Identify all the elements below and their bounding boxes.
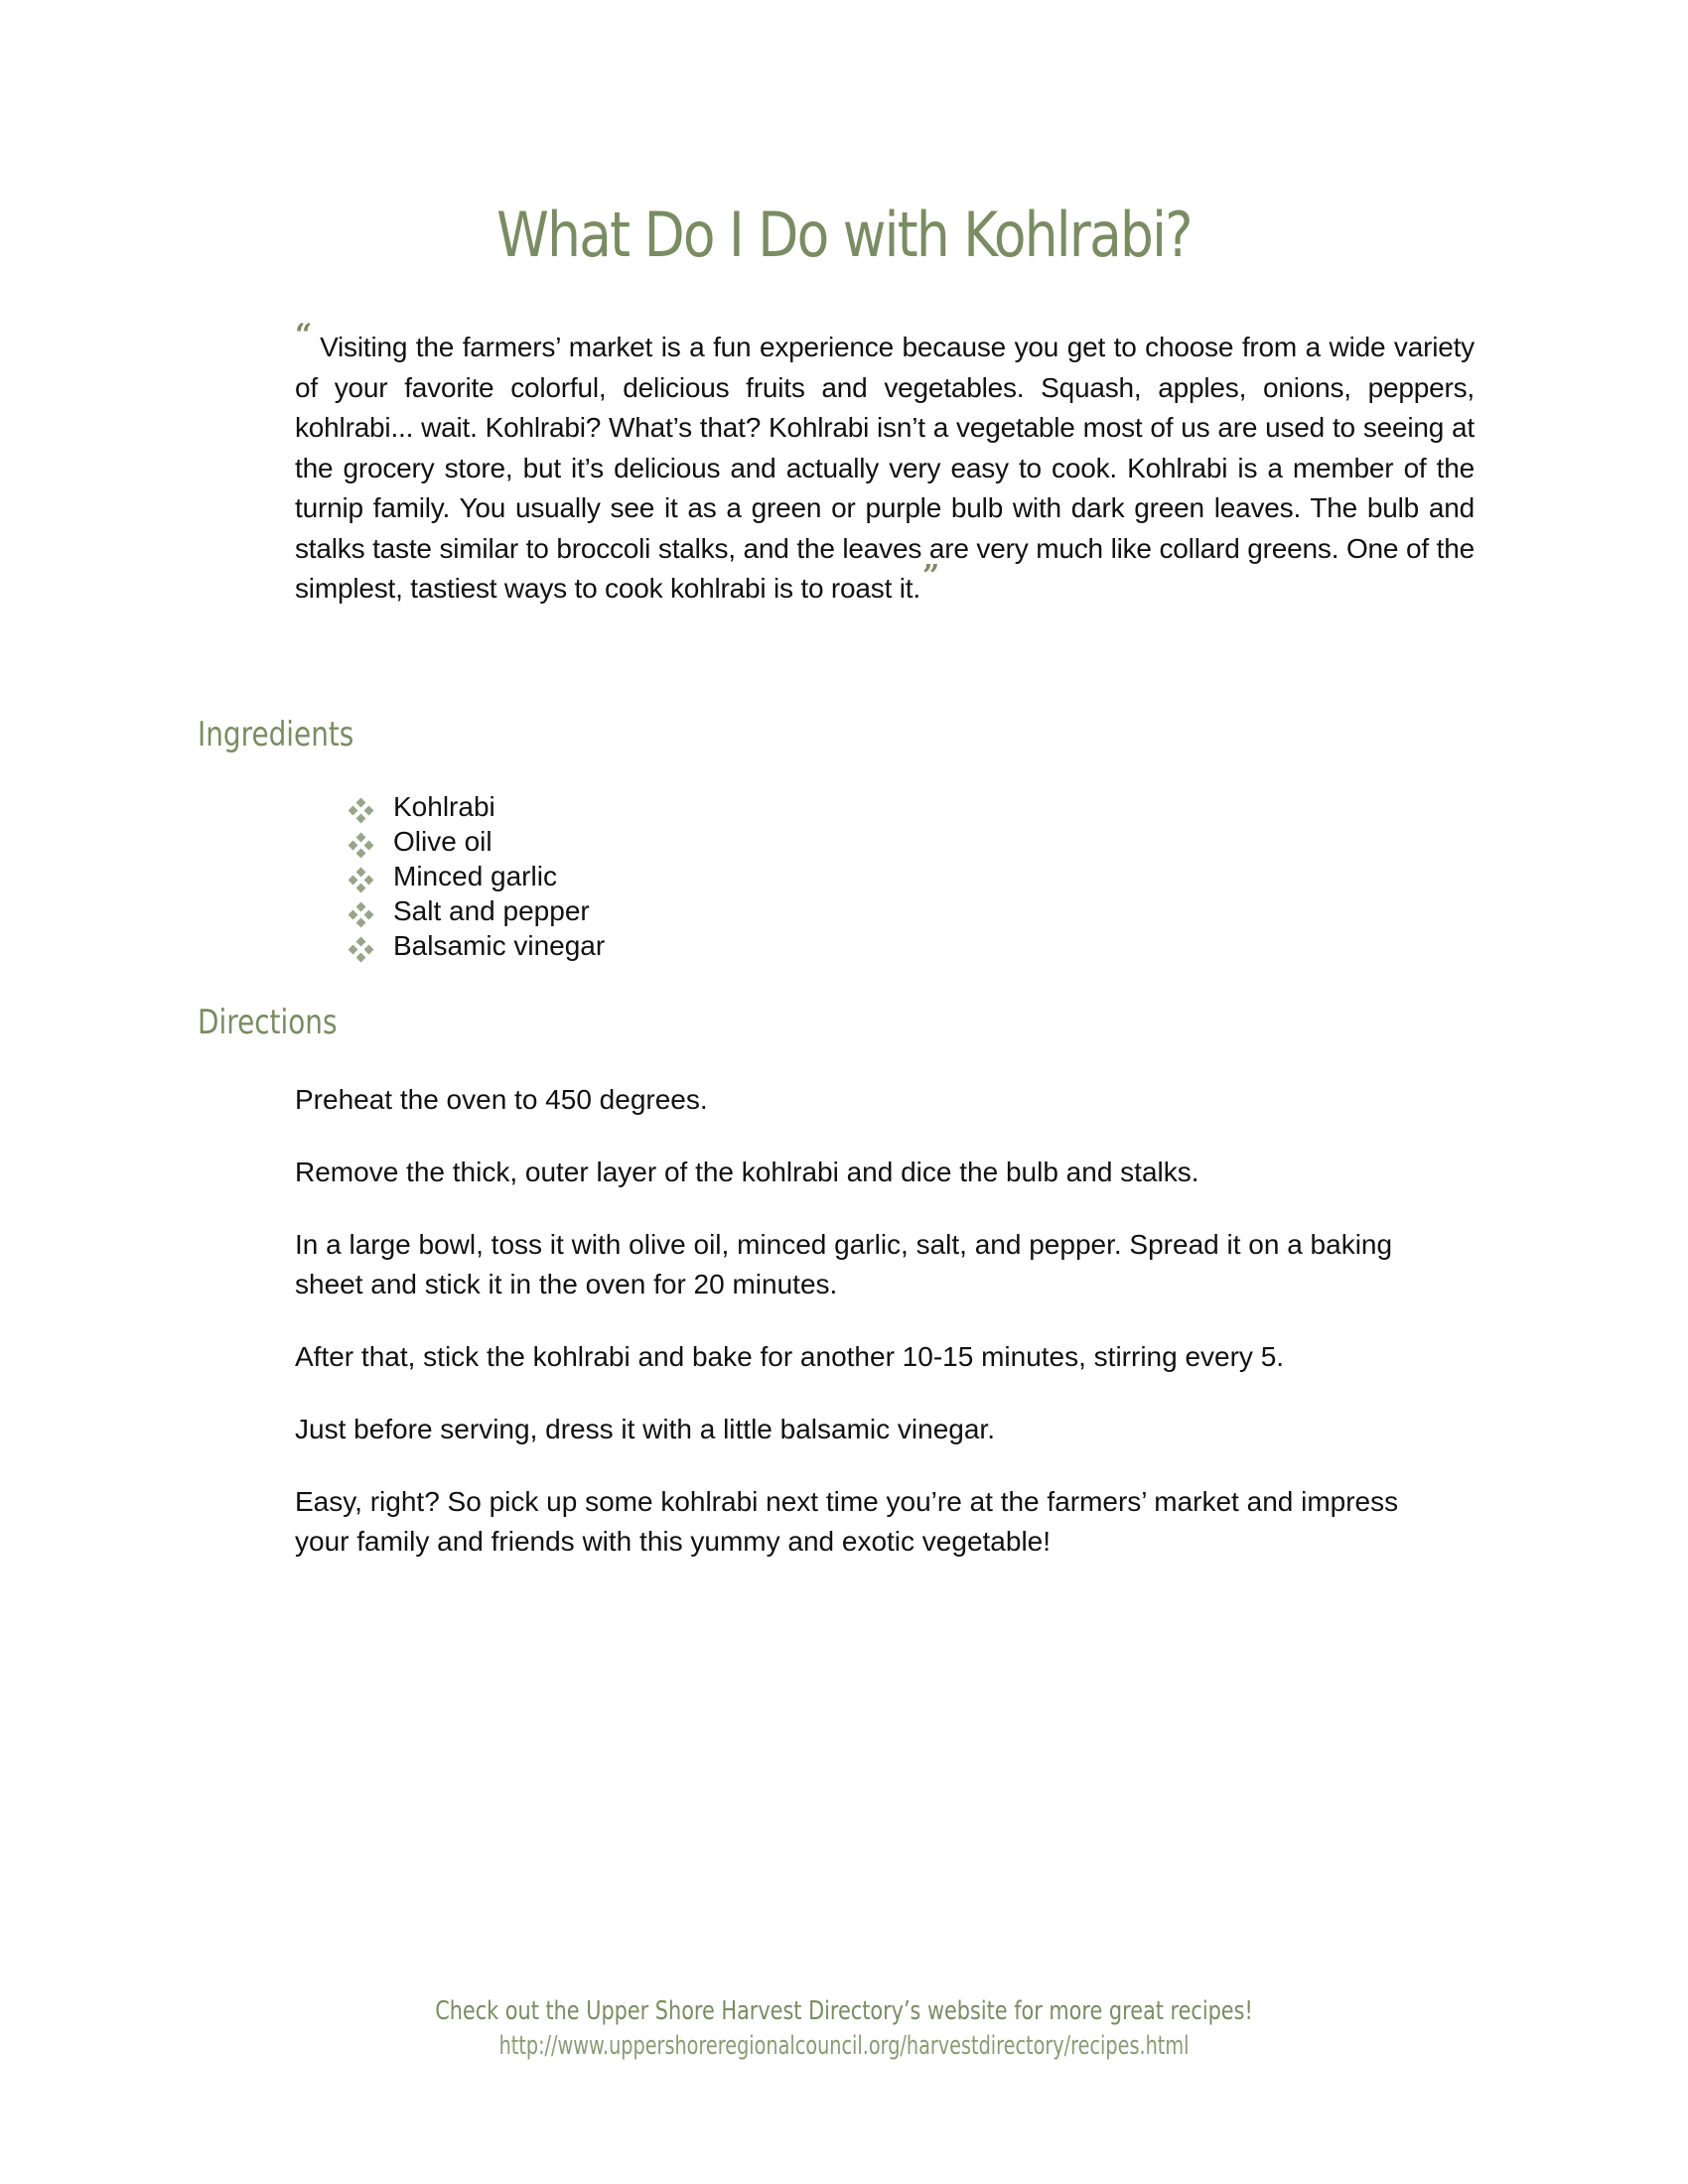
ingredient-item: Balsamic vinegar [350,928,605,963]
diamond-bullet-icon [350,799,371,821]
diamond-bullet-icon [350,938,371,960]
direction-step: In a large bowl, toss it with olive oil, minced garlic, salt, and pepper. Spread it on a baking sheet and stick it in the oven for 20 minutes. [295,1229,1393,1299]
diamond-bullet-icon [350,869,371,890]
close-quote-icon: ” [921,559,939,594]
footer [0,1993,1688,2063]
open-quote-icon: “ [295,318,313,352]
ingredient-item: Minced garlic [350,859,605,893]
footer-note: Check out the Upper Shore Harvest Directory’s website for more great recipes! [435,1996,1253,2026]
direction-step: Remove the thick, outer layer of the kohlrabi and dice the bulb and stalks. [295,1157,1199,1187]
ingredient-item: Olive oil [350,824,605,859]
ingredient-item: Kohlrabi [350,789,605,824]
intro-text: Visiting the farmers’ market is a fun experience because you get to choose from a wide variety of your favorite colorful, delicious fruits and vegetables. Squash, apples, onions, peppers, kohlrabi... wait. Kohlrabi? What’s that? Kohlrabi isn’t a vegetable most of us are used to seeing at the grocery store, but it’s delicious and actually very easy to cook. Kohlrabi is a member of the turnip family. You usually see it as a green or purple bulb with dark green leaves. The bulb and stalks taste similar to broccoli stalks, and the leaves are very much like collard greens. One of the simplest, tastiest ways to cook kohlrabi is to roast it. [295,332,1475,604]
directions-list [295,1080,1437,1594]
direction-step: After that, stick the kohlrabi and bake for another 10-15 minutes, stirring every 5. [295,1341,1285,1372]
ingredient-item: Salt and pepper [350,893,605,928]
page-title: What Do I Do with Kohlrabi? [496,199,1192,271]
ingredients-list [350,789,605,963]
directions-heading: Directions [198,1003,338,1042]
ingredients-heading: Ingredients [198,715,354,754]
diamond-bullet-icon [350,903,371,925]
diamond-bullet-icon [350,834,371,856]
direction-step: Just before serving, dress it with a little balsamic vinegar. [295,1414,995,1444]
footer-url-link[interactable]: http://www.uppershoreregionalcouncil.org/harvestdirectory/recipes.html [498,2031,1190,2061]
direction-step: Easy, right? So pick up some kohlrabi next time you’re at the farmers’ market and impress your family and friends with this yummy and exotic vegetable! [295,1486,1399,1557]
direction-step: Preheat the oven to 450 degrees. [295,1084,708,1115]
intro-quote [295,318,1475,610]
